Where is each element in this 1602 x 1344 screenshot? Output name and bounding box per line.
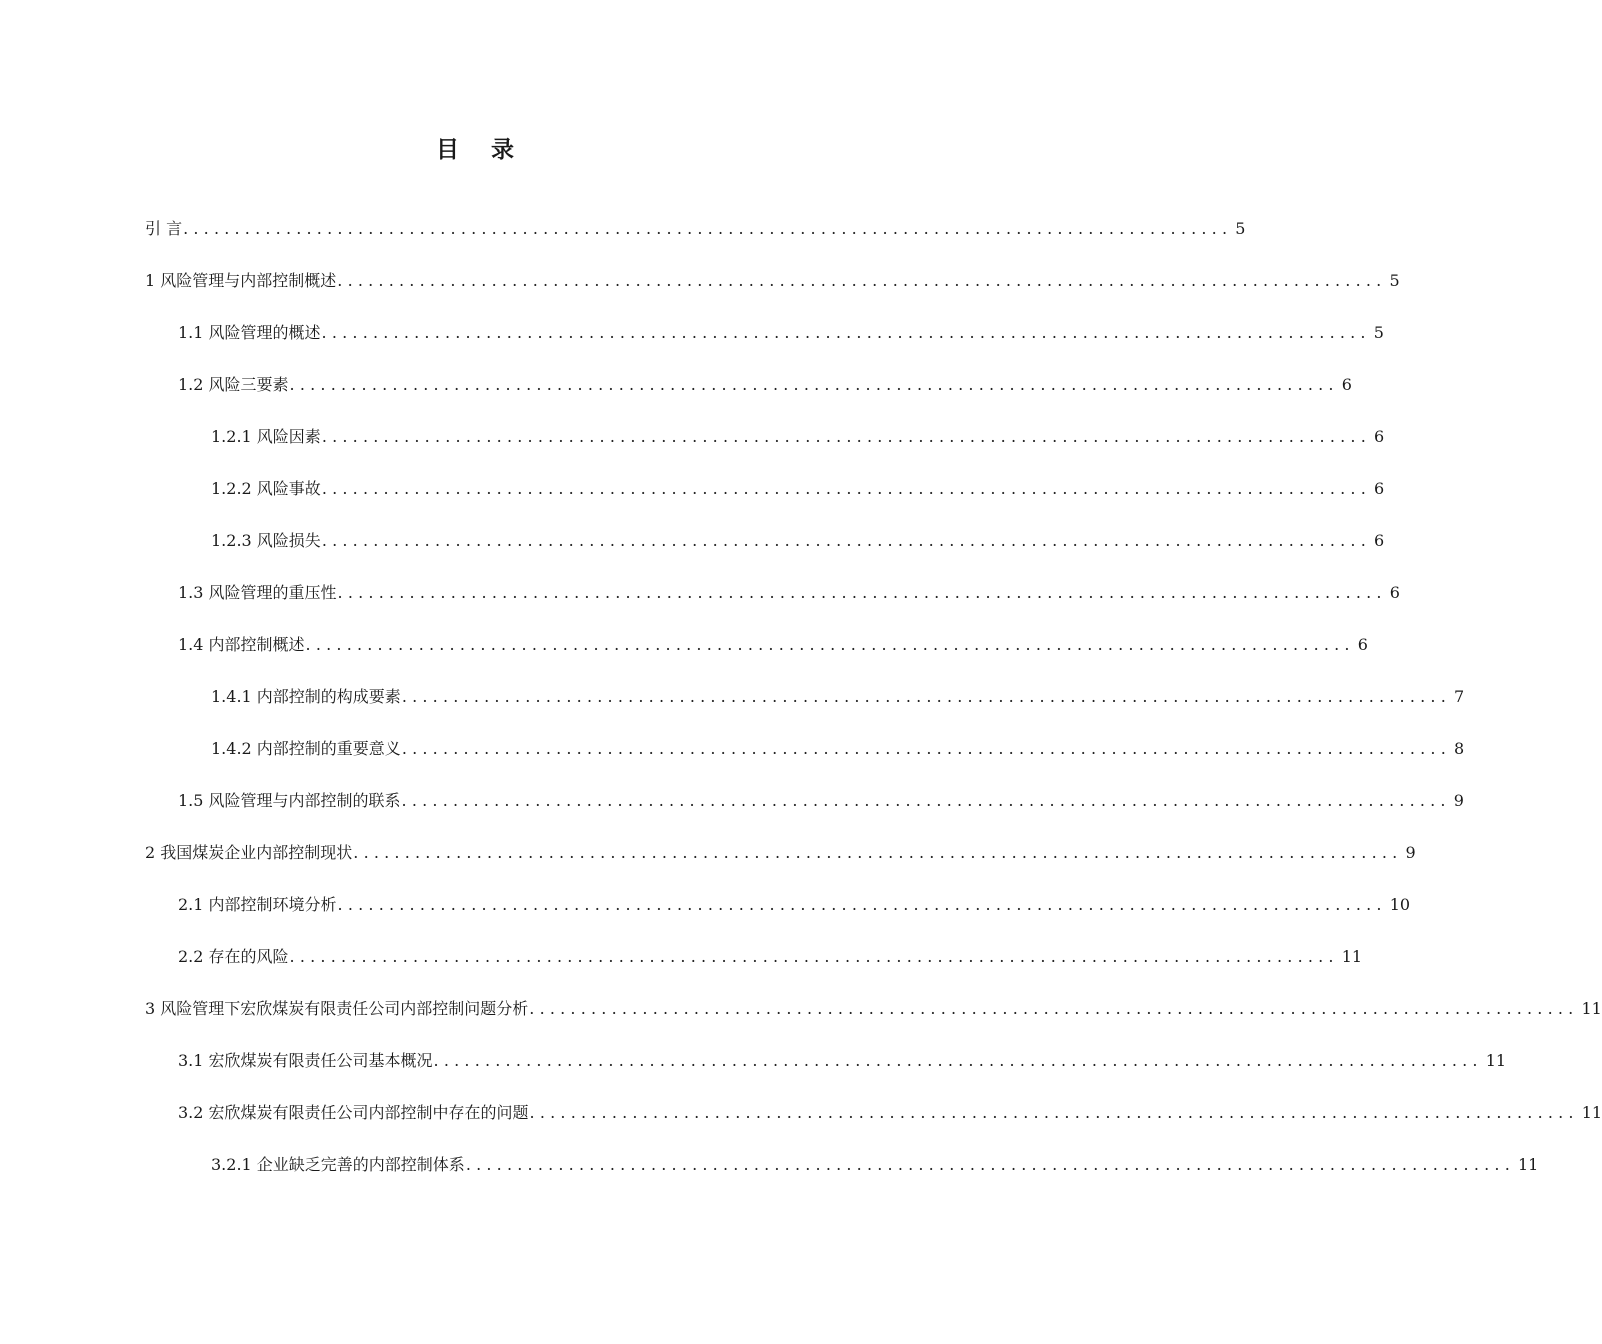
toc-entry[interactable] [0, 264, 1400, 316]
toc-entry[interactable] [0, 316, 1384, 368]
toc-entry[interactable] [0, 1044, 1507, 1096]
toc-entry-label: 1.2 风险三要素 [178, 375, 289, 394]
toc-entry[interactable] [0, 472, 1385, 524]
toc-leader-dots: ...................................................................................................... [321, 531, 1371, 550]
toc-entry-label: 1.4.2 内部控制的重要意义 [211, 739, 401, 758]
toc-entry-label: 1.2.1 风险因素 [211, 427, 321, 446]
toc-entry-page: 5 [1235, 219, 1246, 238]
toc-entry-page: 6 [1341, 375, 1352, 394]
toc-entry[interactable] [0, 420, 1385, 472]
toc-entry-page: 7 [1453, 687, 1465, 706]
toc-entry[interactable] [0, 628, 1368, 680]
toc-leader-dots: ...................................................................................................... [529, 1103, 1579, 1122]
toc-leader-dots: ...................................................................................................... [337, 583, 1387, 602]
toc-entry-page: 11 [1485, 1051, 1507, 1070]
toc-leader-dots: ...................................................................................................... [321, 323, 1371, 342]
toc-entry-page: 11 [1517, 1155, 1539, 1174]
toc-entry-page: 10 [1389, 895, 1411, 914]
toc-entry[interactable] [0, 1148, 1539, 1200]
toc-entry-label: 3 风险管理下宏欣煤炭有限责任公司内部控制问题分析 [145, 999, 529, 1018]
toc-entry-label: 1.4 内部控制概述 [178, 635, 305, 654]
toc-leader-dots: ...................................................................................................... [183, 219, 1233, 238]
toc-entry[interactable] [0, 1096, 1602, 1148]
toc-leader-dots: ...................................................................................................... [465, 1155, 1515, 1174]
toc-entry-label: 1.5 风险管理与内部控制的联系 [178, 791, 401, 810]
toc-entry[interactable] [0, 576, 1400, 628]
toc-leader-dots: ...................................................................................................... [433, 1051, 1483, 1070]
toc-leader-dots: ...................................................................................................... [289, 375, 1339, 394]
toc-entry-label: 1.2.3 风险损失 [211, 531, 321, 550]
toc-entry-label: 3.1 宏欣煤炭有限责任公司基本概况 [178, 1051, 433, 1070]
toc-list [0, 212, 1602, 1200]
toc-entry-page: 5 [1389, 271, 1400, 290]
toc-entry-page: 9 [1405, 843, 1416, 862]
toc-leader-dots: ...................................................................................................... [337, 895, 1387, 914]
toc-entry-page: 6 [1373, 479, 1385, 498]
toc-leader-dots: ...................................................................................................... [401, 791, 1451, 810]
toc-entry-label: 1.3 风险管理的重压性 [178, 583, 337, 602]
toc-entry-label: 1.1 风险管理的概述 [178, 323, 321, 342]
toc-entry-page: 6 [1389, 583, 1400, 602]
toc-leader-dots: ...................................................................................................... [305, 635, 1355, 654]
toc-entry-page: 11 [1581, 1103, 1602, 1122]
toc-entry-page: 11 [1581, 999, 1602, 1018]
toc-entry-label: 1.4.1 内部控制的构成要素 [211, 687, 401, 706]
toc-entry[interactable] [0, 680, 1465, 732]
toc-leader-dots: ...................................................................................................... [401, 687, 1451, 706]
toc-entry[interactable] [0, 368, 1352, 420]
toc-entry-page: 8 [1453, 739, 1465, 758]
toc-entry-page: 6 [1357, 635, 1368, 654]
toc-leader-dots: ...................................................................................................... [321, 479, 1371, 498]
page-title: 目 录 [435, 137, 526, 163]
toc-entry-page: 9 [1453, 791, 1464, 810]
toc-entry-label: 2.2 存在的风险 [178, 947, 289, 966]
toc-entry[interactable] [0, 940, 1363, 992]
toc-entry-label: 1 风险管理与内部控制概述 [145, 271, 337, 290]
toc-entry-label: 引 言 [145, 219, 183, 238]
toc-entry[interactable] [0, 784, 1464, 836]
toc-entry[interactable] [0, 212, 1246, 264]
toc-entry[interactable] [0, 524, 1385, 576]
toc-entry[interactable] [0, 836, 1416, 888]
toc-entry-page: 5 [1373, 323, 1384, 342]
toc-entry-page: 11 [1341, 947, 1363, 966]
toc-entry-label: 1.2.2 风险事故 [211, 479, 321, 498]
toc-leader-dots: ...................................................................................................... [529, 999, 1579, 1018]
toc-leader-dots: ...................................................................................................... [289, 947, 1339, 966]
toc-entry-label: 2.1 内部控制环境分析 [178, 895, 337, 914]
toc-entry-label: 3.2 宏欣煤炭有限责任公司内部控制中存在的问题 [178, 1103, 529, 1122]
toc-entry-page: 6 [1373, 531, 1385, 550]
toc-leader-dots: ...................................................................................................... [337, 271, 1387, 290]
toc-leader-dots: ...................................................................................................... [321, 427, 1371, 446]
toc-entry[interactable] [0, 888, 1411, 940]
toc-entry-page: 6 [1373, 427, 1385, 446]
toc-entry[interactable] [0, 992, 1602, 1044]
toc-entry[interactable] [0, 732, 1465, 784]
toc-entry-label: 3.2.1 企业缺乏完善的内部控制体系 [211, 1155, 465, 1174]
toc-leader-dots: ...................................................................................................... [353, 843, 1403, 862]
toc-entry-label: 2 我国煤炭企业内部控制现状 [145, 843, 353, 862]
toc-leader-dots: ...................................................................................................... [401, 739, 1451, 758]
